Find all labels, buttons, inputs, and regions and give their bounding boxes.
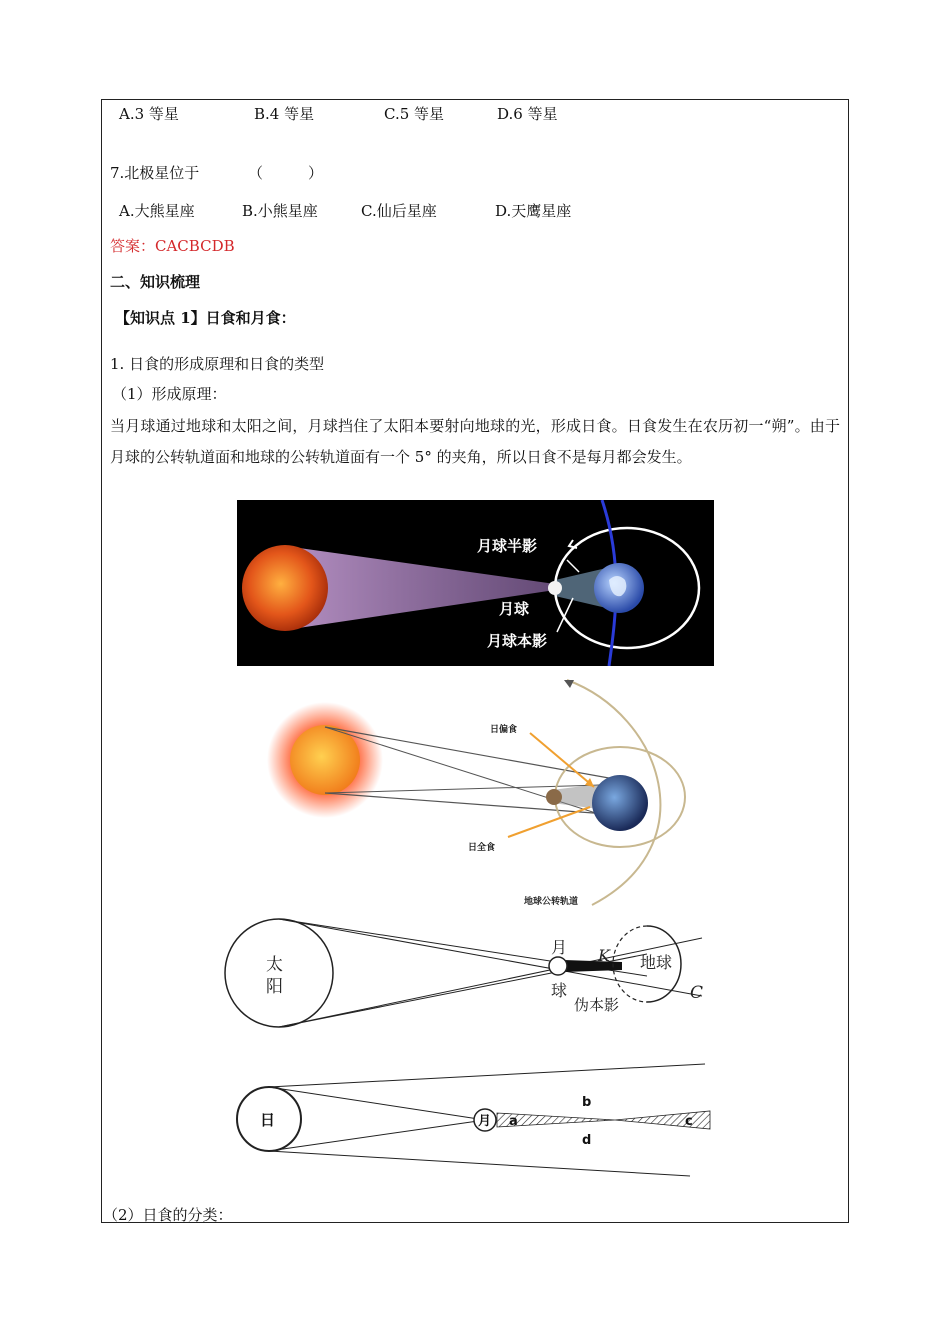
- q7-option-d: D.天鹰星座: [495, 202, 572, 220]
- q6-option-a: A.3 等星: [119, 105, 179, 123]
- figure-solar-eclipse-photo: [237, 500, 714, 666]
- figure2-label-total: 日全食: [468, 843, 496, 853]
- figure4-sun-label: 日: [260, 1111, 276, 1129]
- figure3-pseudo-umbra-label: 伪本影: [574, 996, 620, 1014]
- q7-option-c: C.仙后星座: [361, 202, 437, 220]
- figure1-label-penumbra: 月球半影: [477, 537, 538, 555]
- answer-line: 答案：CACBCDB: [110, 237, 235, 255]
- figure-solar-eclipse-illustration: [262, 675, 690, 910]
- figure2-partial-arrow: [530, 733, 594, 787]
- q7-paren: （ ）: [248, 164, 324, 182]
- figure4-region-b: b: [582, 1095, 592, 1110]
- figure1-label-umbra: 月球本影: [487, 632, 548, 650]
- q7-option-a: A.大熊星座: [119, 202, 195, 220]
- q7-stem: 7.北极星位于: [110, 164, 200, 182]
- figure3-moon-label-1: 月: [551, 938, 568, 957]
- sub2-title: （2）日食的分类：: [103, 1206, 233, 1224]
- figure2-total-arrow: [508, 807, 590, 837]
- figure4-ray-2: [269, 1151, 690, 1176]
- figure4-antumbra-c: [615, 1111, 710, 1129]
- figure1-sun: [242, 545, 328, 631]
- figure3-sun-label-2: 阳: [266, 977, 283, 997]
- figure2-sun: [290, 725, 360, 795]
- figure2-moon: [546, 789, 562, 805]
- figure3-k-label: K: [598, 946, 610, 965]
- figure2-label-partial: 日偏食: [490, 725, 518, 735]
- figure4-region-c: c: [685, 1114, 693, 1129]
- figure3-c-label: C: [690, 983, 704, 1003]
- figure2-orbit-arrowhead: [564, 680, 574, 688]
- figure2-earth: [592, 775, 648, 831]
- q6-option-c: C.5 等星: [384, 105, 445, 123]
- figure2-label-orbit: 地球公转轨道: [524, 897, 579, 907]
- figure3-ray-1: [279, 919, 702, 996]
- knowledge-point-heading: 【知识点 1】日食和月食：: [115, 309, 296, 327]
- item1-title: 1. 日食的形成原理和日食的类型: [110, 355, 325, 373]
- figure-shadow-regions-diagram: [235, 1058, 719, 1182]
- figure1-moon: [548, 581, 562, 595]
- q6-option-d: D.6 等星: [497, 105, 558, 123]
- figure4-region-a: a: [509, 1114, 518, 1129]
- q7-option-b: B.小熊星座: [242, 202, 318, 220]
- sub1-title: （1）形成原理：: [112, 385, 227, 403]
- figure-pseudo-umbra-diagram: [222, 918, 712, 1030]
- sub1-body: 当月球通过地球和太阳之间，月球挡住了太阳本要射向地球的光，形成日食。日食发生在农历初一“朔”。由于月球的公转轨道面和地球的公转轨道面有一个 5° 的夹角，所以日食不是每月都会发生。: [110, 417, 840, 466]
- q6-option-b: B.4 等星: [254, 105, 315, 123]
- figure3-moon-label-2: 球: [551, 981, 568, 1000]
- figure4-ray-1: [269, 1064, 705, 1087]
- figure1-label-moon: 月球: [499, 600, 530, 618]
- figure3-moon: [549, 957, 567, 975]
- figure3-earth-label: 地球: [640, 953, 673, 972]
- section-title: 二、知识梳理: [110, 273, 201, 291]
- figure4-moon-label: 月: [478, 1114, 492, 1129]
- figure3-sun-label-1: 太: [266, 955, 283, 975]
- figure4-region-d: d: [582, 1133, 592, 1148]
